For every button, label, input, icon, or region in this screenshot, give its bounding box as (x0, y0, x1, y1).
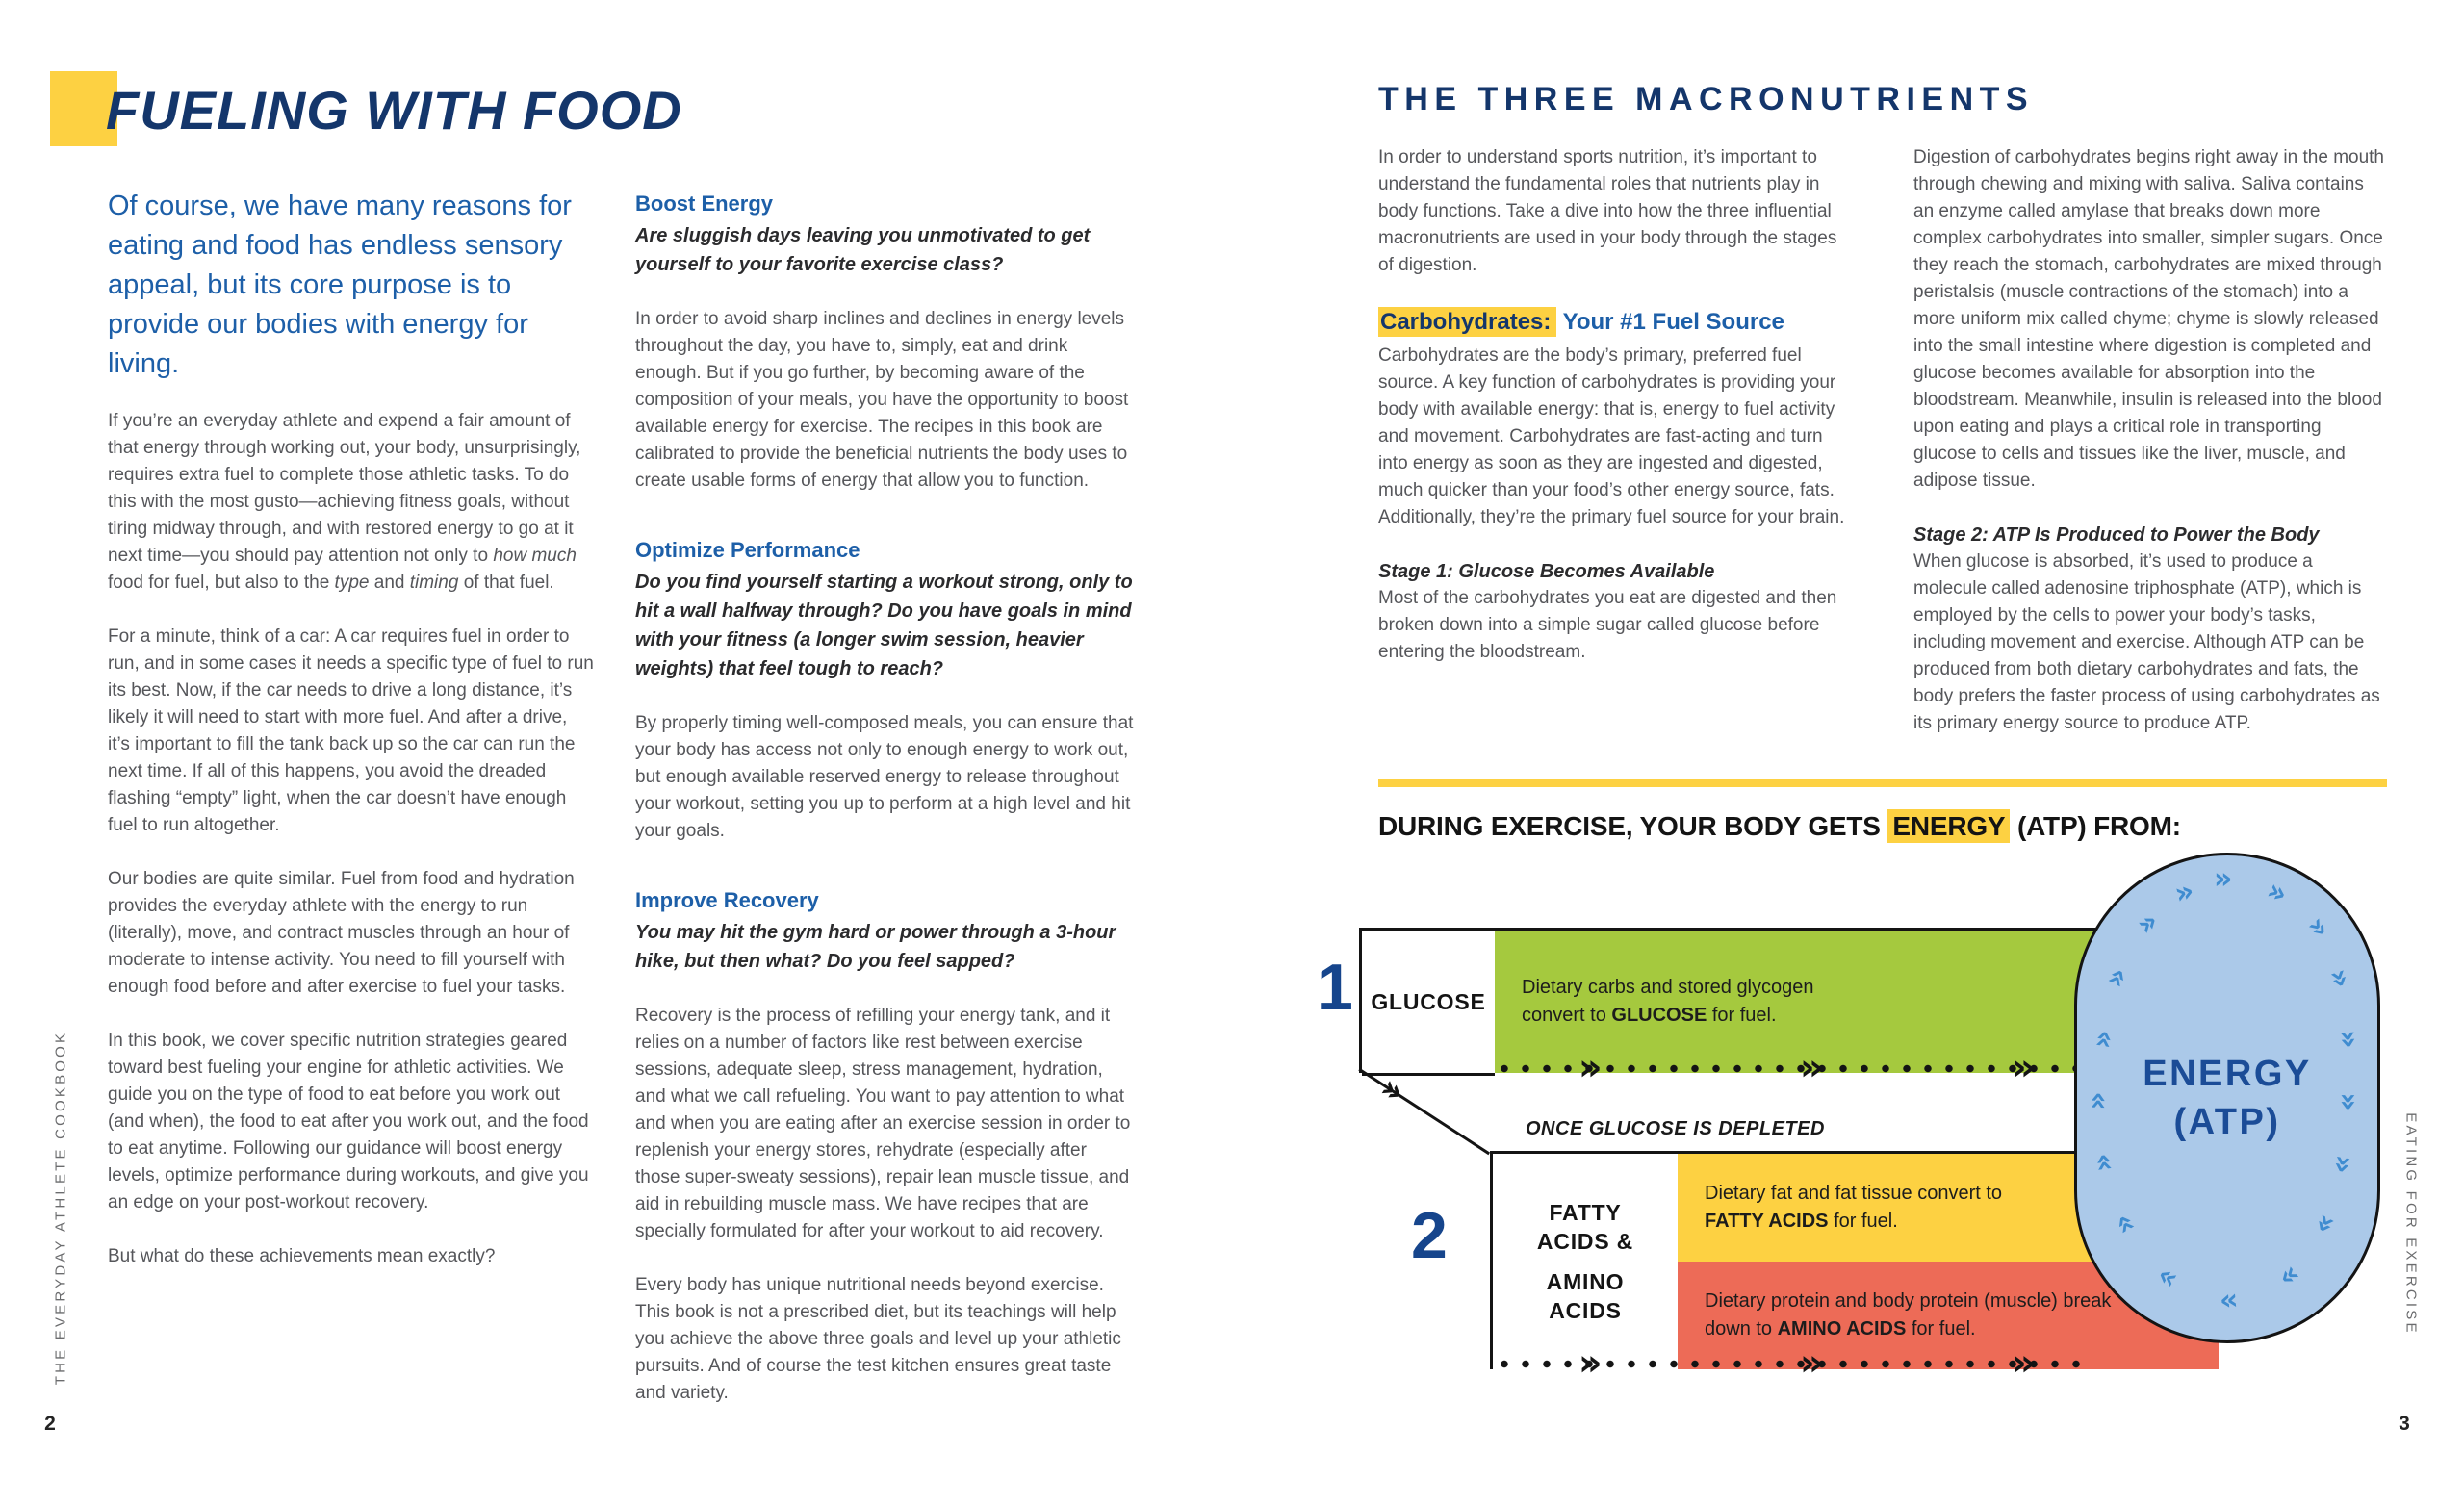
paragraph: In order to avoid sharp inclines and declines in energy levels throughout the day, you have to, simply, eat and drink enough. But if you go further, by becoming aware of the composition of your meals, you have the opportunity to boost available energy for exercise. The recipes in this book are calibrated to provide the beneficial nutrients the body uses to create usable forms of energy that allow you to function. (635, 309, 1129, 491)
section-question: You may hit the gym hard or power through a 3-hour hike, but then what? Do you feel sapped? (635, 922, 1116, 972)
left-column (108, 408, 594, 1270)
paragraph: Most of the carbohydrates you eat are digested and then broken down into a simple sugar called glucose before entering the bloodstream. (1378, 588, 1837, 662)
flow-chevron-icon: » (2085, 1027, 2122, 1052)
glucose-box-text: Dietary carbs and stored glycogen convert to GLUCOSE for fuel. (1522, 977, 1814, 1026)
flow-chevron-icon: » (2272, 1257, 2308, 1296)
section-heading: Optimize Performance (635, 538, 860, 562)
flow-chevron-icon: » (2150, 1259, 2184, 1298)
arrow-chevron-icon: » (2012, 1341, 2036, 1384)
section-optimize-performance (635, 537, 1136, 845)
page-number-left: 2 (44, 1413, 56, 1435)
fatty-acids-text: Dietary fat and fat tissue convert to FATTY ACIDS for fuel. (1705, 1183, 2003, 1232)
glucose-flow-arrow (1494, 1046, 2089, 1088)
glucose-label-box (1362, 931, 1495, 1076)
flow-chevron-icon: » (2261, 873, 2294, 912)
middle-column (635, 191, 1136, 1449)
paragraph: Carbohydrates are the body’s primary, preferred fuel source. A key function of carbohydrates is providing your body with available energy: that is, energy to fuel activity and movement. Carbohydrates are fast-acting and turn into energy as soon as they are ingested and digested, much quicker than your food’s other energy source, fats. Additionally, they’re the primary fuel source for your brain. (1378, 345, 1845, 527)
paragraph: In order to understand sports nutrition, it’s important to understand the fundamental roles that nutrients play in body functions. Take a dive into how the three influential macronutrients are used in your body through the stages of digestion. (1378, 147, 1837, 275)
carbohydrates-heading: Carbohydrates: Your #1 Fuel Source (1380, 309, 1784, 335)
paragraph: When glucose is absorbed, it’s used to produce a molecule called adenosine triphosphate (ATP), which is employed by the cells to power your body’s tasks, including movement and exercise. Although ATP can be produced from both dietary carbohydrates and fats, the body prefers the faster process of using carbohydrates as its primary energy source to produce ATP. (1913, 551, 2380, 733)
flow-chevron-icon: » (2330, 1028, 2367, 1051)
diagram-heading: DURING EXERCISE, YOUR BODY GETS ENERGY (ATP) FROM: (1378, 811, 2181, 841)
yellow-divider-rule (1378, 779, 2387, 787)
arrow-chevron-icon: » (1578, 1341, 1603, 1384)
section-improve-recovery (635, 887, 1136, 1407)
flow-chevron-icon: » (2080, 1090, 2116, 1111)
arrow-chevron-icon: » (1800, 1046, 1824, 1088)
stage2-heading: Stage 2: ATP Is Produced to Power the Body (1913, 524, 2320, 546)
section-boost-energy (635, 191, 1136, 495)
section-heading: Improve Recovery (635, 888, 819, 912)
connector-chevron-icon: » (1373, 1068, 1413, 1112)
paragraph: But what do these achievements mean exactly? (108, 1246, 496, 1266)
flow-chevron-icon: » (2324, 1152, 2362, 1177)
flow-chevron-icon: » (2130, 904, 2166, 943)
energy-atp-oval (2074, 853, 2380, 1343)
arrow-chevron-icon: » (2012, 1046, 2036, 1088)
flow-chevron-icon: » (2331, 1092, 2366, 1111)
amino-acids-text: Dietary protein and body protein (muscle) break down to AMINO ACIDS for fuel. (1705, 1290, 2112, 1339)
arrow-chevron-icon: » (1800, 1341, 1824, 1384)
fatty-amino-label-box: FATTY ACIDS & AMINO ACIDS (1493, 1154, 1678, 1369)
paragraph: For a minute, think of a car: A car requires fuel in order to run, and in some cases it needs a specific type of fuel to run its best. Now, if the car needs to drive a long distance, it’s likely it will need to start with more fuel. And after a drive, it’s important to fill the tank back up so the car can run the next time. If all of this happens, you avoid the dreaded flashing “empty” light, when the car doesn’t have enough fuel to run altogether. (108, 626, 594, 835)
glucose-label: GLUCOSE (1371, 989, 1486, 1014)
right-column-1 (1378, 144, 1848, 666)
page-title: FUELING WITH FOOD (106, 80, 682, 140)
section-heading: Boost Energy (635, 191, 774, 216)
right-page-title: THE THREE MACRONUTRIENTS (1378, 81, 2035, 117)
depletion-label: ONCE GLUCOSE IS DEPLETED (1526, 1118, 1825, 1139)
step-1-number: 1 (1317, 951, 1353, 1024)
flow-chevron-icon: » (2085, 1151, 2121, 1175)
page-number-right: 3 (2399, 1413, 2410, 1435)
highlighted-text: ENERGY (1887, 809, 2010, 843)
section-question: Do you find yourself starting a workout strong, only to hit a wall halfway through? Do you have goals in mind with your fitness (a longer swim session, heavier weights) that feel tough to reach? (635, 572, 1133, 679)
stage1-heading: Stage 1: Glucose Becomes Available (1378, 561, 1715, 582)
energy-atp-label: ENERGY (ATP) (2143, 1054, 2312, 1142)
flow-chevron-icon: » (2321, 964, 2359, 993)
closing-paragraph: Every body has unique nutritional needs beyond exercise. This book is not a prescribed diet, but its teachings will help you achieve the above three goals and level up your athletic pursuits. And of course the test kitchen ensures great taste and variety. (635, 1275, 1121, 1403)
fatty-amino-flow-arrow (1494, 1341, 2089, 1384)
highlighted-text: Carbohydrates: (1378, 307, 1556, 337)
flow-chevron-icon: » (2306, 1208, 2346, 1241)
flow-chevron-icon: » (2299, 909, 2338, 946)
flow-chevron-icon: » (2105, 1208, 2144, 1241)
flow-chevron-icon: » (2170, 874, 2198, 911)
paragraph: If you’re an everyday athlete and expend a fair amount of that energy through working out, your body, unsurprisingly, requires extra fuel to complete those athletic tasks. To do this with the most gusto—achieving fitness goals, without tiring midway through, and with restored energy to go at it next time—you should pay attention not only to how much food for fuel, but also to the type and timing of that fuel. (108, 411, 581, 593)
right-column-2 (1913, 144, 2389, 737)
step-2-number: 2 (1411, 1199, 1448, 1272)
flow-chevron-icon: » (2218, 1284, 2240, 1319)
arrow-chevron-icon: » (1578, 1046, 1603, 1088)
paragraph: By properly timing well-composed meals, you can ensure that your body has access not only to enough energy to work out, but enough available reserved energy to release throughout your workout, setting you up to perform at a high level and hit your goals. (635, 713, 1134, 841)
right-margin-text: EATING FOR EXERCISE (2402, 1112, 2420, 1336)
flow-chevron-icon: » (2097, 960, 2137, 994)
paragraph: In this book, we cover specific nutrition strategies geared toward best fueling your engine for athletic activities. We guide you on the type of food to eat before you work out (and when), the food to eat after you work out, and the food to eat anytime. Following our guidance will boost energy levels, optimize performance during workouts, and give you an edge on your post-workout recovery. (108, 1031, 589, 1212)
paragraph: Digestion of carbohydrates begins right away in the mouth through chewing and mixing with saliva. Saliva contains an enzyme called amylase that breaks down more complex carbohydrates into smaller, simpler sugars. Once they reach the stomach, carbohydrates are mixed through peristalsis (muscle contractions of the stomach) into a more uniform mix called chyme; chyme is slowly released into the small intestine where digestion is completed and glucose becomes available for absorption into the bloodstream. Meanwhile, insulin is released into the blood upon eating and plays a critical role in transporting glucose to cells and tissues like the liver, muscle, and adipose tissue. (1913, 147, 2384, 491)
section-question: Are sluggish days leaving you unmotivated to get yourself to your favorite exercise class? (635, 225, 1091, 275)
depletion-connector-line (1358, 1068, 1490, 1155)
left-spine-text: THE EVERYDAY ATHLETE COOKBOOK (52, 1030, 69, 1386)
flow-chevron-icon: » (2214, 862, 2233, 896)
intro-paragraph: Of course, we have many reasons for eating and food has endless sensory appeal, but its core purpose is to provide our bodies with energy for living. (108, 191, 572, 379)
paragraph: Our bodies are quite similar. Fuel from food and hydration provides the everyday athlete with the energy to run (literally), move, and contract muscles through an hour of moderate to intense activity. You need to fill yourself with enough food before and after exercise to fuel your tasks. (108, 869, 575, 997)
paragraph: Recovery is the process of refilling your energy tank, and it relies on a number of factors like rest between exercise sessions, adequate sleep, stress management, hydration, and what we call refueling. You want to pay attention to what and when you are eating after an exercise session in order to replenish your energy stores, rehydrate (especially after those super-sweaty sessions), repair lean muscle tissue, and aid in rebuilding muscle mass. We have recipes that are specially formulated for after your workout to aid recovery. (635, 1006, 1131, 1241)
